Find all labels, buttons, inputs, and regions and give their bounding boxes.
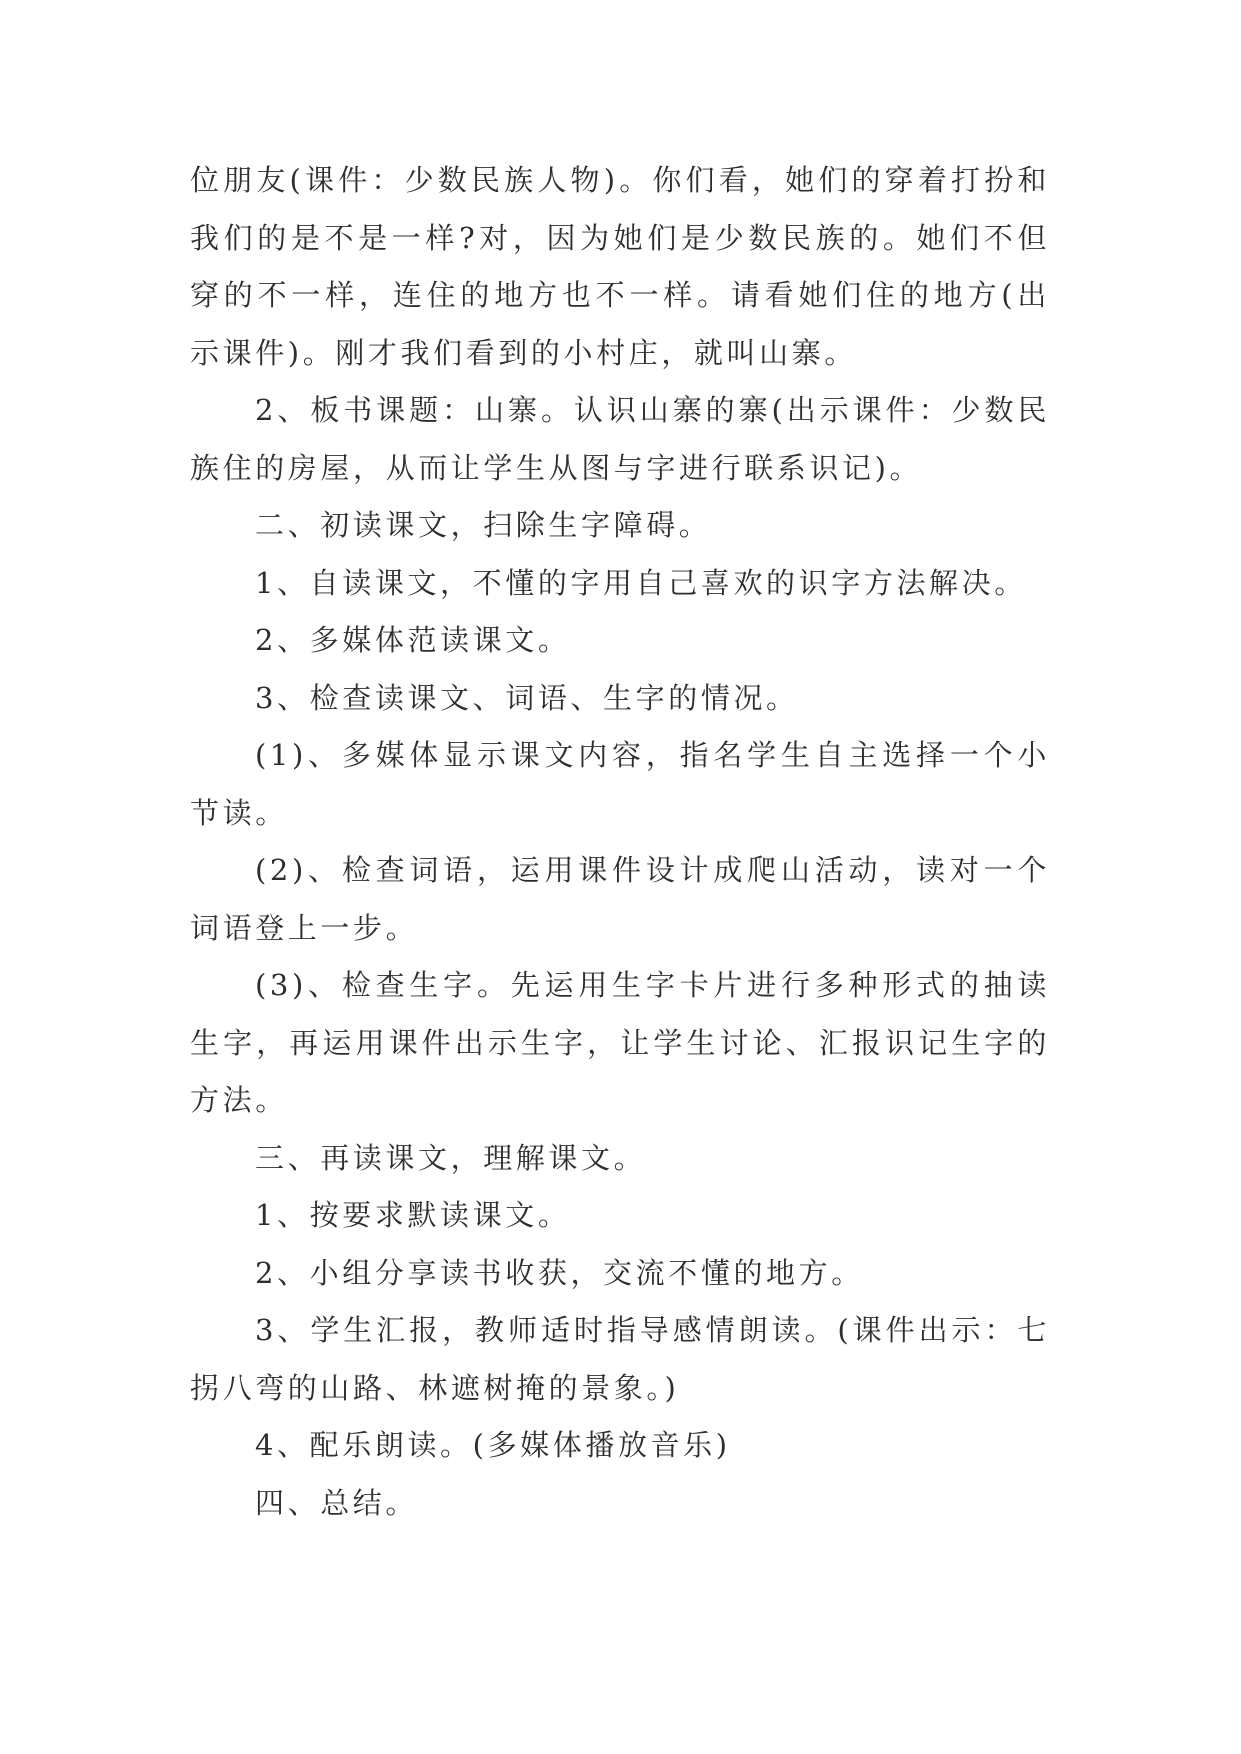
section-heading: 四、总结。 [255,1485,419,1520]
list-item: 1、自读课文，不懂的字用自己喜欢的识字方法解决。 [255,565,1027,600]
sub-list-item: (3)、检查生字。先运用生字卡片进行多种形式的抽读生字，再运用课件出示生字，让学生讨论、汇报识记生字的方法。 [190,968,1050,1117]
paragraph: 2、板书课题：山寨。认识山寨的寨(出示课件：少数民族住的房屋，从而让学生从图与字进行联系识记)。 [190,393,1050,485]
section-heading: 三、再读课文，理解课文。 [255,1140,647,1175]
list-item: 2、小组分享读书收获，交流不懂的地方。 [255,1255,864,1290]
section-heading: 二、初读课文，扫除生字障碍。 [255,508,712,542]
list-item: 4、配乐朗读。(多媒体播放音乐) [255,1428,731,1462]
sub-list-item: (1)、多媒体显示课文内容，指名学生自主选择一个小节读。 [190,738,1050,830]
paragraph: 位朋友(课件：少数民族人物)。你们看，她们的穿着打扮和我们的是不是一样?对，因为她们是少数民族的。她们不但穿的不一样，连住的地方也不一样。请看她们住的地方(出示课件)。刚才我们看到的小村庄，就叫山寨。 [190,163,1050,370]
list-item: 3、检查读课文、词语、生字的情况。 [255,680,799,715]
sub-list-item: (2)、检查词语，运用课件设计成爬山活动，读对一个词语登上一步。 [190,853,1050,945]
list-item: 1、按要求默读课文。 [255,1198,571,1232]
list-item: 2、多媒体范读课文。 [255,623,571,657]
document-body [190,152,1050,1532]
list-item: 3、学生汇报，教师适时指导感情朗读。(课件出示：七拐八弯的山路、林遮树掩的景象。) [190,1313,1050,1405]
